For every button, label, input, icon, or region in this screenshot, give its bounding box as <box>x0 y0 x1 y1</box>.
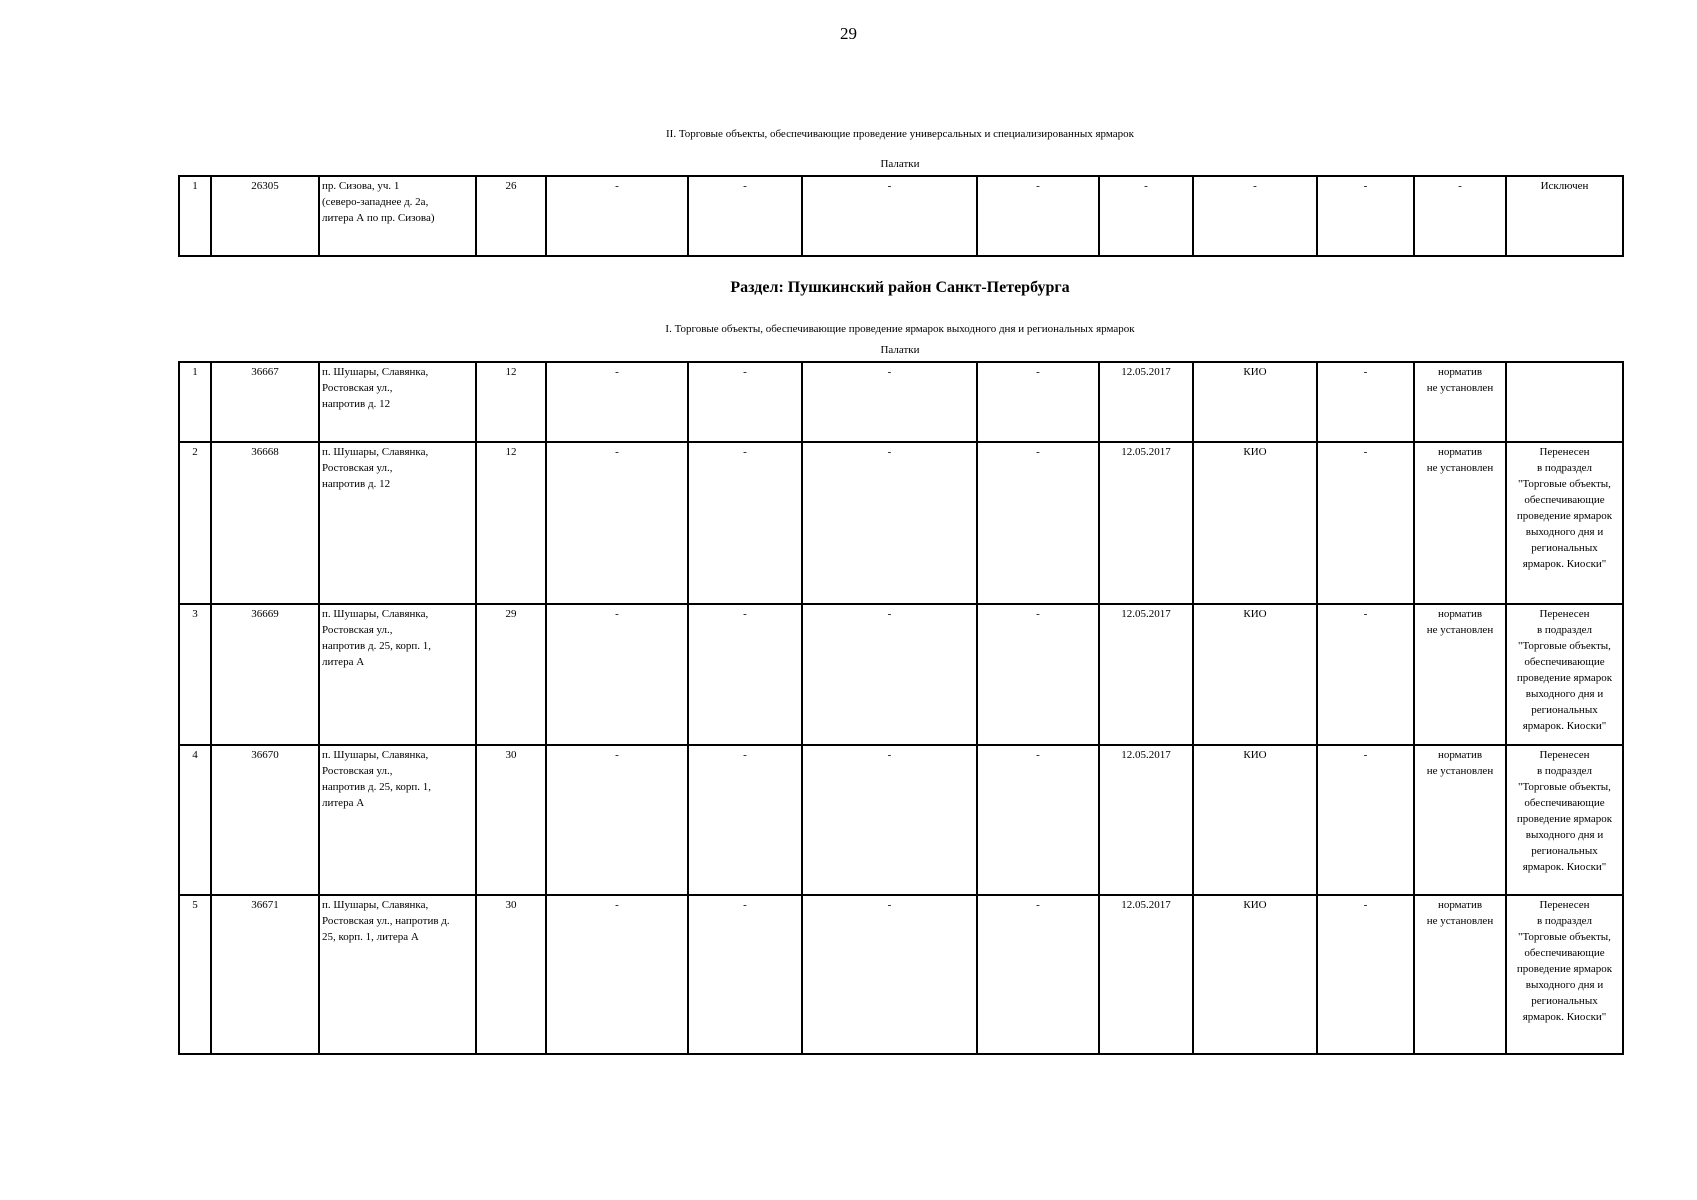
note-cell: Перенесен в подраздел "Торговые объекты, обеспечивающие проведение ярмарок выходного дня и региональных ярмарок. Киоски" <box>1506 745 1623 895</box>
value-cell: - <box>688 895 802 1054</box>
value-cell: - <box>1317 604 1414 745</box>
norm-cell: норматив не установлен <box>1414 604 1506 745</box>
area-cell: 30 <box>476 895 546 1054</box>
object-code-cell: 36669 <box>211 604 319 745</box>
note-cell: Перенесен в подраздел "Торговые объекты, обеспечивающие проведение ярмарок выходного дня и региональных ярмарок. Киоски" <box>1506 442 1623 604</box>
area-cell: 30 <box>476 745 546 895</box>
table-row <box>179 895 1623 1054</box>
block1-caption: II. Торговые объекты, обеспечивающие проведение универсальных и специализированных ярмарок <box>666 128 1134 140</box>
row-number-cell: 1 <box>179 176 211 256</box>
value-cell: - <box>802 362 977 442</box>
norm-cell: - <box>1414 176 1506 256</box>
value-cell: - <box>546 895 688 1054</box>
value-cell: - <box>1317 442 1414 604</box>
table-row <box>179 745 1623 895</box>
date-cell: - <box>1099 176 1193 256</box>
value-cell: - <box>1317 745 1414 895</box>
block1-table <box>178 175 1624 257</box>
authority-cell: КИО <box>1193 604 1317 745</box>
table-row <box>179 362 1623 442</box>
value-cell: - <box>546 745 688 895</box>
area-cell: 26 <box>476 176 546 256</box>
note-cell <box>1506 362 1623 442</box>
value-cell: - <box>802 176 977 256</box>
row-number-cell: 4 <box>179 745 211 895</box>
value-cell: - <box>546 176 688 256</box>
value-cell: - <box>977 745 1099 895</box>
date-cell: 12.05.2017 <box>1099 442 1193 604</box>
authority-cell: КИО <box>1193 362 1317 442</box>
object-code-cell: 26305 <box>211 176 319 256</box>
value-cell: - <box>688 176 802 256</box>
authority-cell: - <box>1193 176 1317 256</box>
norm-cell: норматив не установлен <box>1414 362 1506 442</box>
value-cell: - <box>688 442 802 604</box>
page-number: 29 <box>840 24 857 43</box>
table-row <box>179 604 1623 745</box>
address-cell: п. Шушары, Славянка, Ростовская ул., напротив д. 25, корп. 1, литера А <box>319 745 476 895</box>
value-cell: - <box>546 604 688 745</box>
value-cell: - <box>802 895 977 1054</box>
object-code-cell: 36670 <box>211 745 319 895</box>
block2-table <box>178 361 1624 1055</box>
authority-cell: КИО <box>1193 895 1317 1054</box>
address-cell: п. Шушары, Славянка, Ростовская ул., напротив д. 25, корп. 1, литера А <box>319 604 476 745</box>
value-cell: - <box>688 362 802 442</box>
address-cell: пр. Сизова, уч. 1 (северо-западнее д. 2а, литера А по пр. Сизова) <box>319 176 476 256</box>
row-number-cell: 5 <box>179 895 211 1054</box>
block2-caption: I. Торговые объекты, обеспечивающие проведение ярмарок выходного дня и региональных ярмарок <box>665 323 1135 335</box>
date-cell: 12.05.2017 <box>1099 745 1193 895</box>
object-code-cell: 36668 <box>211 442 319 604</box>
address-cell: п. Шушары, Славянка, Ростовская ул., напротив д. 12 <box>319 442 476 604</box>
norm-cell: норматив не установлен <box>1414 895 1506 1054</box>
note-cell: Перенесен в подраздел "Торговые объекты, обеспечивающие проведение ярмарок выходного дня и региональных ярмарок. Киоски" <box>1506 604 1623 745</box>
value-cell: - <box>977 442 1099 604</box>
row-number-cell: 3 <box>179 604 211 745</box>
value-cell: - <box>1317 362 1414 442</box>
date-cell: 12.05.2017 <box>1099 895 1193 1054</box>
address-cell: п. Шушары, Славянка, Ростовская ул., напротив д. 12 <box>319 362 476 442</box>
value-cell: - <box>1317 176 1414 256</box>
value-cell: - <box>802 442 977 604</box>
table-row <box>179 176 1623 256</box>
area-cell: 12 <box>476 442 546 604</box>
row-number-cell: 1 <box>179 362 211 442</box>
object-code-cell: 36671 <box>211 895 319 1054</box>
norm-cell: норматив не установлен <box>1414 745 1506 895</box>
section-title: Раздел: Пушкинский район Санкт-Петербурга <box>730 279 1070 296</box>
row-number-cell: 2 <box>179 442 211 604</box>
date-cell: 12.05.2017 <box>1099 604 1193 745</box>
value-cell: - <box>1317 895 1414 1054</box>
block2-subcaption: Палатки <box>880 344 920 356</box>
address-cell: п. Шушары, Славянка, Ростовская ул., напротив д. 25, корп. 1, литера А <box>319 895 476 1054</box>
value-cell: - <box>977 604 1099 745</box>
value-cell: - <box>688 745 802 895</box>
area-cell: 29 <box>476 604 546 745</box>
object-code-cell: 36667 <box>211 362 319 442</box>
norm-cell: норматив не установлен <box>1414 442 1506 604</box>
authority-cell: КИО <box>1193 745 1317 895</box>
value-cell: - <box>688 604 802 745</box>
table-row <box>179 442 1623 604</box>
value-cell: - <box>546 362 688 442</box>
block1-subcaption: Палатки <box>880 158 920 170</box>
value-cell: - <box>977 362 1099 442</box>
value-cell: - <box>546 442 688 604</box>
note-cell: Перенесен в подраздел "Торговые объекты, обеспечивающие проведение ярмарок выходного дня и региональных ярмарок. Киоски" <box>1506 895 1623 1054</box>
area-cell: 12 <box>476 362 546 442</box>
date-cell: 12.05.2017 <box>1099 362 1193 442</box>
value-cell: - <box>802 604 977 745</box>
value-cell: - <box>802 745 977 895</box>
value-cell: - <box>977 176 1099 256</box>
note-cell: Исключен <box>1506 176 1623 256</box>
value-cell: - <box>977 895 1099 1054</box>
authority-cell: КИО <box>1193 442 1317 604</box>
